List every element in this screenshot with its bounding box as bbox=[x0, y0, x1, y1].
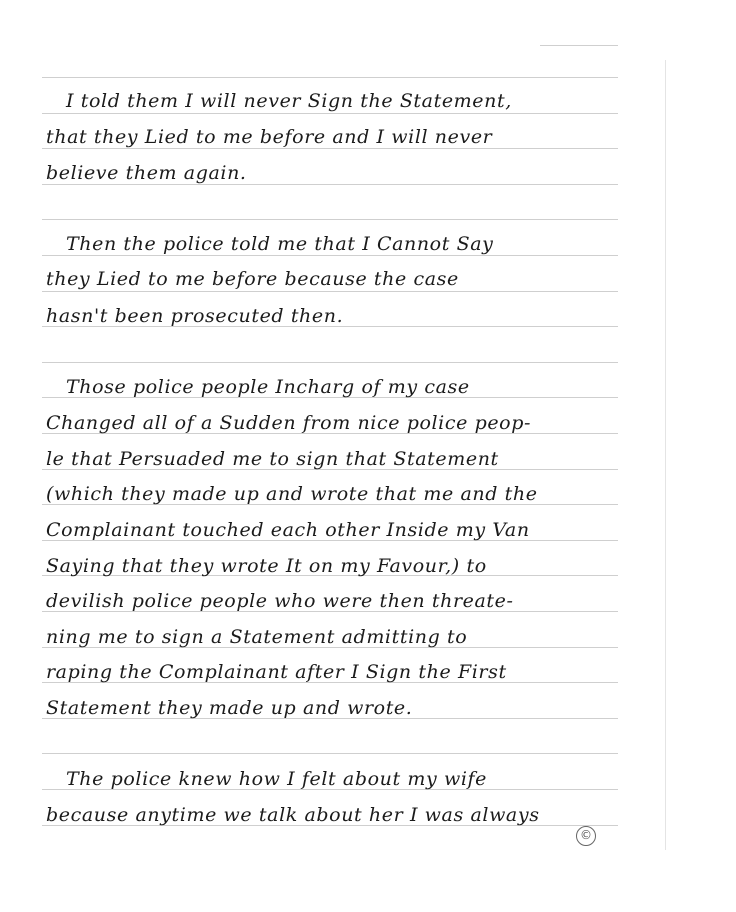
text-line: The police knew how I felt about my wife bbox=[66, 768, 487, 790]
header-rule bbox=[540, 45, 618, 46]
text-line: Those police people Incharg of my case bbox=[66, 376, 470, 398]
text-line: le that Persuaded me to sign that Statement bbox=[46, 448, 499, 470]
text-line: Complainant touched each other Inside my Van bbox=[46, 519, 530, 541]
text-line: (which they made up and wrote that me and the bbox=[46, 483, 538, 505]
text-line: I told them I will never Sign the Statement, bbox=[66, 90, 512, 112]
text-line: believe them again. bbox=[46, 162, 247, 184]
ruled-line bbox=[42, 291, 618, 292]
text-line: they Lied to me before because the case bbox=[46, 268, 459, 290]
text-line: because anytime we talk about her I was always bbox=[46, 804, 540, 826]
text-line: hasn't been prosecuted then. bbox=[46, 305, 344, 327]
text-line: Then the police told me that I Cannot Say bbox=[66, 233, 494, 255]
page-mark: © bbox=[576, 826, 596, 846]
text-line: Saying that they wrote It on my Favour,) to bbox=[46, 555, 487, 577]
ruled-line bbox=[42, 255, 618, 256]
text-line: that they Lied to me before and I will never bbox=[46, 126, 493, 148]
text-line: Statement they made up and wrote. bbox=[46, 697, 413, 719]
ruled-line bbox=[42, 77, 618, 78]
ruled-line bbox=[42, 148, 618, 149]
ruled-line bbox=[42, 753, 618, 754]
text-line: ning me to sign a Statement admitting to bbox=[46, 626, 468, 648]
ruled-line bbox=[42, 184, 618, 185]
ruled-line bbox=[42, 362, 618, 363]
text-line: raping the Complainant after I Sign the First bbox=[46, 661, 507, 683]
ruled-line bbox=[42, 219, 618, 220]
text-line: Changed all of a Sudden from nice police peop- bbox=[46, 412, 532, 434]
text-line: devilish police people who were then threate- bbox=[46, 590, 514, 612]
ruled-line bbox=[42, 113, 618, 114]
page-edge bbox=[665, 60, 666, 850]
